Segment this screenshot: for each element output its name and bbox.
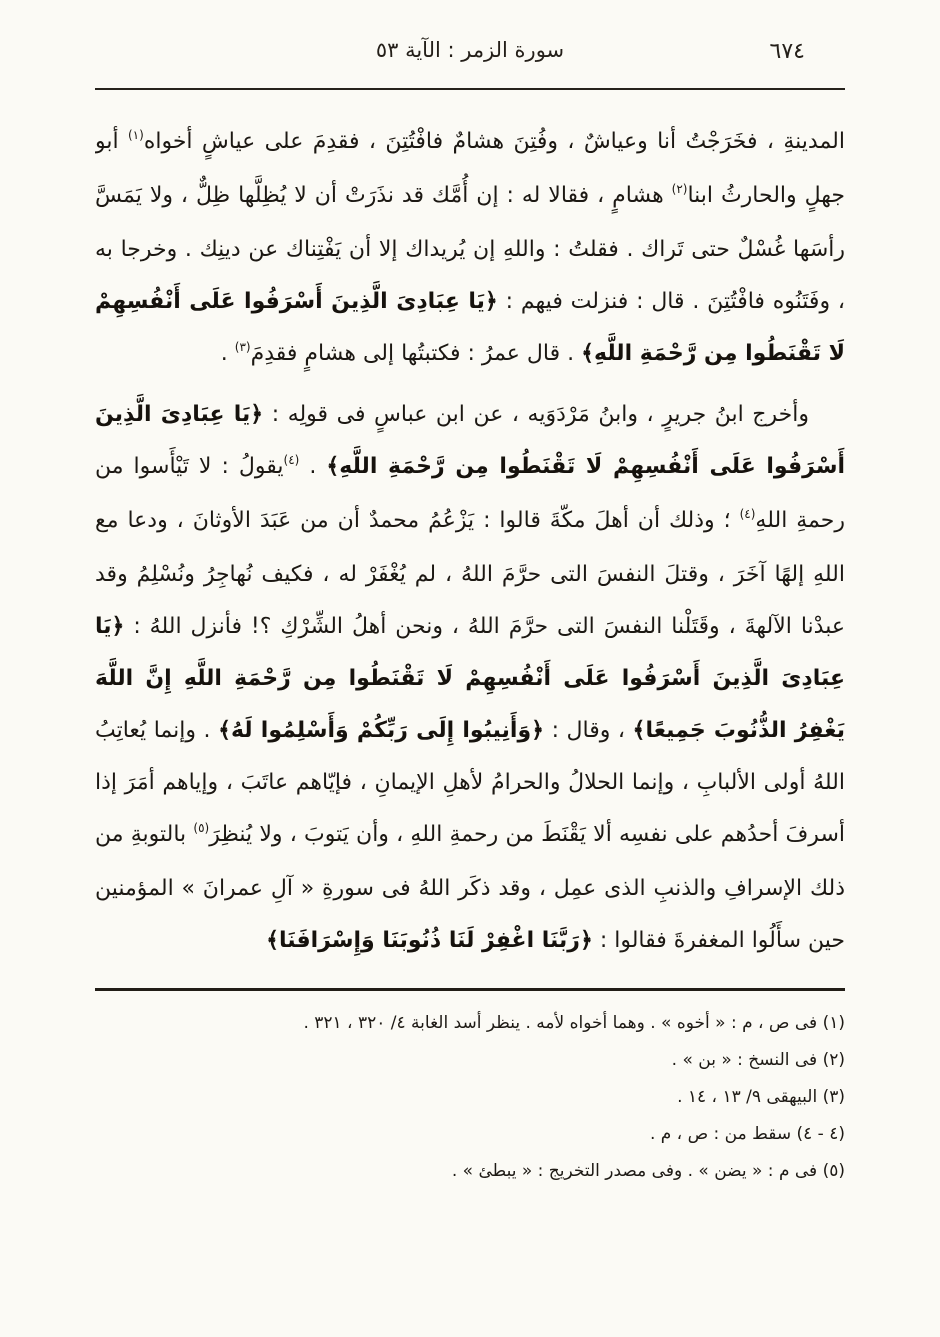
chapter-title: سورة الزمر : الآية ٥٣	[375, 38, 565, 62]
footnote-item: (٣) البيهقى ٩/ ١٣ ، ١٤ .	[677, 1087, 845, 1107]
footnote-item: (٥) فى م : « يضن » . وفى مصدر التخريج : « يبطئ » .	[451, 1161, 845, 1181]
footnote-item: (٤ - ٤) سقط من : ص ، م .	[649, 1124, 845, 1144]
body-segment: وأخرج ابنُ جريرٍ ، وابنُ مَرْدَوَيه ، عن ابن عباسٍ فى قولِه :	[263, 402, 809, 427]
footnote-ref: (٥)	[193, 821, 210, 835]
page-number: ٦٧٤	[769, 39, 805, 64]
body-text	[95, 116, 845, 984]
quran-quote: ﴿رَبَّنَا اغْفِرْ لَنَا ذُنُوبَنَا وَإِسْرَافَنَا﴾	[266, 928, 593, 953]
quran-quote: ﴿يَا عِبَادِىَ الَّذِينَ أَسْرَفُوا عَلَى أَنْفُسِهِمْ لَا تَقْنَطُوا مِن رَّحْمَةِ اللَّهِ إِنَّ اللَّهَ يَغْفِرُ الذُّنُوبَ جَمِيعًا﴾	[95, 614, 845, 743]
footnote-ref: (٢)	[671, 182, 688, 196]
footnote-ref: (١)	[127, 128, 144, 142]
body-segment: أبو جهلٍ والحارثُ ابنا	[95, 129, 845, 208]
footnote-separator	[95, 988, 845, 991]
footnote-ref: (٤)	[739, 507, 756, 521]
footnote-ref: (٣)	[234, 340, 251, 354]
body-segment: . وإنما يُعاتِبُ اللهُ أولى الألبابِ ، وإنما الحلالُ والحرامُ لأهلِ الإيمانِ ، فإيّاهم عاتَبَ ، وإياهم أمَرَ إذا أسرفَ أحدُهم على نفسِه ألا يَقْنَطَ من رحمةِ اللهِ ، وأن يَتوبَ ، ولا يُنظِرَ	[95, 718, 845, 847]
footnotes-list	[95, 1005, 845, 1190]
quran-quote: ﴿يَا عِبَادِىَ الَّذِينَ أَسْرَفُوا عَلَى أَنْفُسِهِمْ لَا تَقْنَطُوا مِن رَّحْمَةِ اللَّهِ﴾	[95, 402, 845, 479]
quran-quote: ﴿يَا عِبَادِىَ الَّذِينَ أَسْرَفُوا عَلَى أَنْفُسِهِمْ لَا تَقْنَطُوا مِن رَّحْمَةِ اللَّهِ﴾	[95, 289, 845, 366]
body-segment: .	[299, 454, 327, 479]
footnote-ref: (٤)	[283, 453, 300, 467]
body-segment: .	[220, 341, 235, 366]
footnote-item: (٢) فى النسخ : « بن » .	[671, 1050, 845, 1070]
body-segment: . قال عمرُ : فكتبتُها إلى هشامٍ فقدِمَ	[250, 341, 582, 366]
body-segment: ؛ وذلك أن أهلَ مكّةَ قالوا : يَزْعُمُ محمدٌ أن من عَبَدَ الأوثانَ ، ودعا مع اللهِ إلهًا آخَرَ ، وقتلَ النفسَ التى حرَّمَ اللهُ ، لم يُغْفَرْ له ، فكيف نُهاجِرُ ونُسْلِمُ وقد عبدْنا الآلهةَ ، وقَتَلْنا النفسَ التى حرَّمَ اللهُ ، ونحن أهلُ الشِّرْكِ ؟! فأنزل اللهُ :	[95, 508, 845, 639]
body-segment: ، وقال :	[544, 718, 633, 743]
paragraph	[95, 389, 845, 967]
body-segment: بالتوبةِ من ذلك الإسرافِ والذنبِ الذى عمِل ، وقد ذكَر اللهُ فى سورةِ « آلِ عمرانَ » المؤمنين حين سأَلُوا المغفرةَ فقالوا :	[95, 822, 845, 953]
quran-quote: ﴿وَأَنِيبُوا إِلَى رَبِّكُمْ وَأَسْلِمُوا لَهُ﴾	[218, 718, 545, 743]
body-segment: هشامٍ ، فقالا له : إن أُمَّك قد نذَرَتْ أن لا يُظِلَّها ظِلٌّ ، ولا يَمَسَّ رأسَها غُسْلٌ حتى تَراك . فقلتُ : واللهِ إن يُريداك إلا أن يَفْتِناك عن دينِك . وخرجا به ، وفَتَنُوه فافْتُتِنَ . قال : فنزلت فيهم :	[95, 183, 845, 314]
page-header	[95, 0, 845, 90]
paragraph	[95, 116, 845, 382]
footnote-item: (١) فى ص ، م : « أخوه » . وهما أخواه لأمه . ينظر أسد الغابة ٤/ ٣٢٠ ، ٣٢١ .	[303, 1013, 845, 1033]
body-segment: يقولُ : لا تَيْأَسوا من رحمةِ اللهِ	[95, 454, 845, 533]
footnotes-section	[95, 988, 845, 1190]
body-segment: المدينةِ ، فخَرَجْتُ أنا وعياشٌ ، وفُتِنَ هشامٌ فافْتُتِنَ ، فقدِمَ على عياشٍ أخواه	[143, 129, 845, 154]
